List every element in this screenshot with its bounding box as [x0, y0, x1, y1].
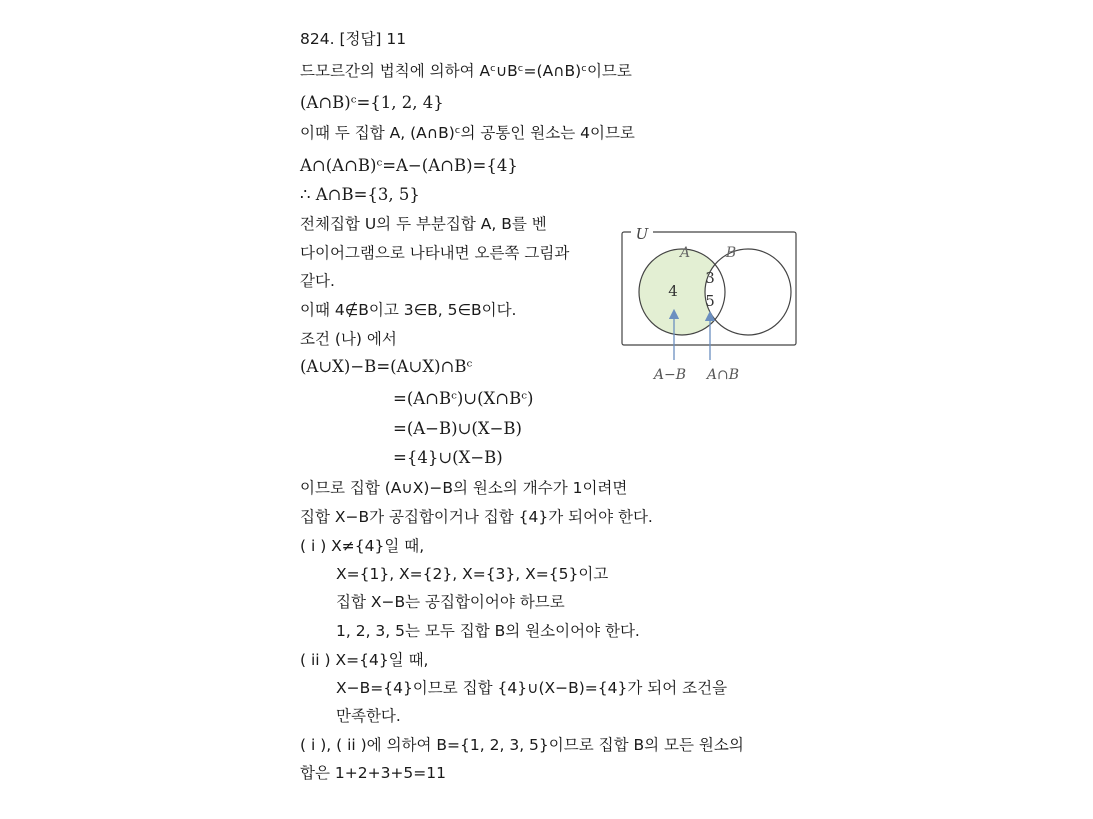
set-a-label: A	[679, 245, 691, 261]
text-line: 1, 2, 3, 5는 모두 집합 B의 원소이어야 한다.	[336, 622, 640, 640]
set-b-label: B	[725, 245, 737, 261]
text-line: 만족한다.	[336, 707, 401, 725]
text-line: ( i ), ( ii )에 의하여 B={1, 2, 3, 5}이므로 집합 B의 모든 원소의	[300, 736, 744, 754]
venn-diagram	[618, 220, 800, 388]
equation-line: ∴ A∩B={3, 5}	[300, 185, 420, 204]
region-both-value: 3	[705, 269, 715, 287]
text-line: 집합 X−B는 공집합이어야 하므로	[336, 593, 565, 611]
text-line: 다이어그램으로 나타내면 오른쪽 그림과	[300, 244, 570, 262]
caption-a-minus-b: A−B	[653, 367, 687, 383]
case-heading: ( i ) X≠{4}일 때,	[300, 537, 425, 555]
equation-line: =(A∩Bᶜ)∪(X∩Bᶜ)	[393, 389, 534, 408]
equation-line: A∩(A∩B)ᶜ=A−(A∩B)={4}	[300, 156, 518, 175]
text-line: 전체집합 U의 두 부분집합 A, B를 벤	[300, 215, 547, 233]
answer-header: 824. [정답] 11	[300, 30, 407, 48]
text-line: 이므로 집합 (A∪X)−B의 원소의 개수가 1이려면	[300, 479, 628, 497]
text-line: 이때 4∉B이고 3∈B, 5∈B이다.	[300, 301, 517, 319]
region-both-value: 5	[705, 292, 715, 310]
text-line: 조건 (나) 에서	[300, 330, 397, 348]
region-a-only-value: 4	[668, 282, 678, 300]
equation-line: =(A−B)∪(X−B)	[393, 419, 522, 438]
equation-line: (A∩B)ᶜ={1, 2, 4}	[300, 93, 444, 112]
text-line: 드모르간의 법칙에 의하여 Aᶜ∪Bᶜ=(A∩B)ᶜ이므로	[300, 62, 632, 80]
universe-label: U	[635, 225, 649, 243]
text-line: 같다.	[300, 272, 335, 290]
text-line: 이때 두 집합 A, (A∩B)ᶜ의 공통인 원소는 4이므로	[300, 124, 635, 142]
equation-line: ={4}∪(X−B)	[393, 448, 503, 467]
text-line: X={1}, X={2}, X={3}, X={5}이고	[336, 565, 609, 583]
conclusion-line: 합은 1+2+3+5=11	[300, 764, 446, 782]
case-heading: ( ii ) X={4}일 때,	[300, 651, 429, 669]
text-line: 집합 X−B가 공집합이거나 집합 {4}가 되어야 한다.	[300, 508, 653, 526]
caption-a-and-b: A∩B	[706, 367, 740, 383]
text-line: X−B={4}이므로 집합 {4}∪(X−B)={4}가 되어 조건을	[336, 679, 728, 697]
equation-line: (A∪X)−B=(A∪X)∩Bᶜ	[300, 357, 473, 376]
